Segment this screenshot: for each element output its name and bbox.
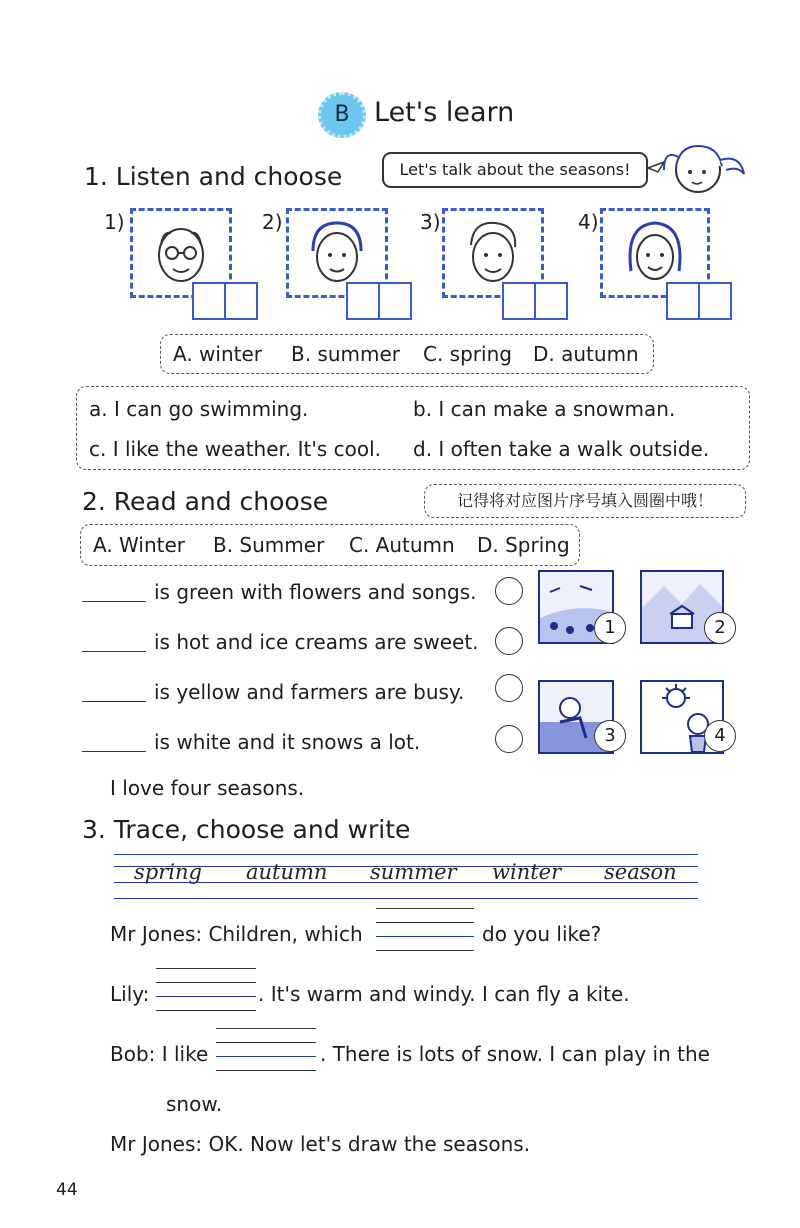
dialogue-line-1-end: do you like? bbox=[482, 922, 602, 946]
dialogue-line-2-end: . It's warm and windy. I can fly a kite. bbox=[258, 982, 630, 1006]
season-options-box bbox=[160, 334, 654, 374]
speech-bubble bbox=[382, 152, 648, 188]
trace-word-season[interactable]: season bbox=[604, 860, 677, 884]
option-d: D. Spring bbox=[477, 533, 570, 557]
option-c: C. Autumn bbox=[349, 533, 455, 557]
sentence-d: d. I often take a walk outside. bbox=[413, 437, 710, 461]
picture-number-3: 3 bbox=[594, 720, 626, 752]
line-text: is hot and ice creams are sweet. bbox=[154, 630, 479, 654]
answer-circle[interactable] bbox=[495, 674, 523, 702]
girl-mascot-icon bbox=[640, 140, 750, 200]
write-lines-1[interactable] bbox=[376, 908, 474, 950]
sentences-box bbox=[76, 386, 750, 470]
line-text: is yellow and farmers are busy. bbox=[154, 680, 465, 704]
answer-box[interactable] bbox=[346, 282, 412, 320]
dialogue-line-4: Mr Jones: OK. Now let's draw the seasons. bbox=[110, 1132, 531, 1156]
trace-word-winter[interactable]: winter bbox=[492, 860, 562, 884]
writing-line bbox=[114, 898, 698, 899]
answer-box[interactable] bbox=[192, 282, 258, 320]
trace-word-autumn[interactable]: autumn bbox=[246, 860, 328, 884]
line-text: is green with flowers and songs. bbox=[154, 580, 477, 604]
closing-line: I love four seasons. bbox=[110, 776, 305, 800]
write-lines-2[interactable] bbox=[156, 968, 256, 1010]
dialogue-line-3-cont: snow. bbox=[166, 1092, 223, 1116]
section1-heading: 1. Listen and choose bbox=[84, 162, 343, 191]
option-a: A. Winter bbox=[93, 533, 185, 557]
option-a: A. winter bbox=[173, 342, 263, 366]
dialogue-line-3-end: . There is lots of snow. I can play in the bbox=[320, 1042, 710, 1066]
write-lines-3[interactable] bbox=[216, 1028, 316, 1070]
answer-blank[interactable] bbox=[82, 701, 146, 702]
picture-number: 1) bbox=[104, 210, 125, 234]
answer-circle[interactable] bbox=[495, 725, 523, 753]
season-options-box-2 bbox=[80, 524, 580, 566]
answer-box[interactable] bbox=[502, 282, 568, 320]
option-d: D. autumn bbox=[533, 342, 639, 366]
picture-number: 4) bbox=[578, 210, 599, 234]
trace-word-spring[interactable]: spring bbox=[134, 860, 202, 884]
sentence-c: c. I like the weather. It's cool. bbox=[89, 437, 382, 461]
picture-number-2: 2 bbox=[704, 612, 736, 644]
answer-box[interactable] bbox=[666, 282, 732, 320]
answer-blank[interactable] bbox=[82, 751, 146, 752]
answer-blank[interactable] bbox=[82, 651, 146, 652]
section2-heading: 2. Read and choose bbox=[82, 487, 329, 516]
sentence-b: b. I can make a snowman. bbox=[413, 397, 676, 421]
section3-heading: 3. Trace, choose and write bbox=[82, 815, 411, 844]
page-title: Let's learn bbox=[374, 97, 515, 128]
page-number: 44 bbox=[56, 1180, 78, 1200]
dialogue-line-1-start: Mr Jones: Children, which bbox=[110, 922, 363, 946]
picture-number: 3) bbox=[420, 210, 441, 234]
answer-circle[interactable] bbox=[495, 627, 523, 655]
picture-number: 2) bbox=[262, 210, 283, 234]
picture-number-4: 4 bbox=[704, 720, 736, 752]
line-text: is white and it snows a lot. bbox=[154, 730, 421, 754]
dialogue-line-3-start: Bob: I like bbox=[110, 1042, 209, 1066]
sentence-a: a. I can go swimming. bbox=[89, 397, 309, 421]
trace-word-summer[interactable]: summer bbox=[370, 860, 457, 884]
writing-line bbox=[114, 854, 698, 855]
speech-bubble-text: Let's talk about the seasons! bbox=[399, 160, 631, 179]
answer-blank[interactable] bbox=[82, 601, 146, 602]
option-b: B. summer bbox=[291, 342, 401, 366]
option-b: B. Summer bbox=[213, 533, 325, 557]
tip-text: 记得将对应图片序号填入圆圈中哦！ bbox=[456, 491, 713, 510]
dialogue-line-2-start: Lily: bbox=[110, 982, 150, 1006]
tip-box bbox=[424, 484, 746, 518]
section-badge: B bbox=[318, 92, 366, 138]
answer-circle[interactable] bbox=[495, 577, 523, 605]
picture-number-1: 1 bbox=[594, 612, 626, 644]
option-c: C. spring bbox=[423, 342, 512, 366]
